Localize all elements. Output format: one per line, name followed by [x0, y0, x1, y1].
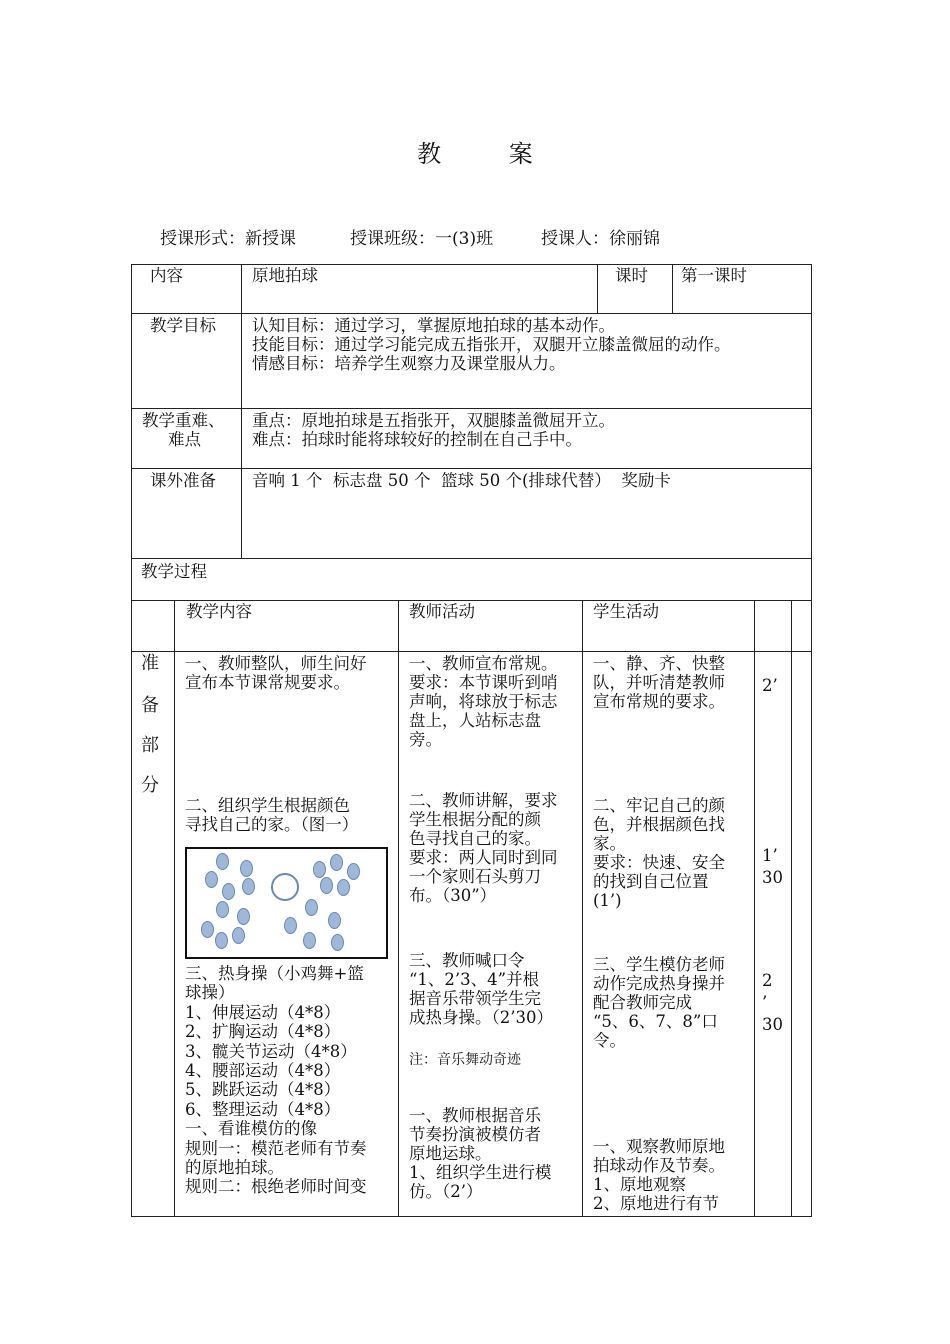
- student-marker: [240, 860, 253, 877]
- col-divider: [241, 264, 242, 559]
- student-marker: [303, 932, 316, 949]
- time-routine: 2’: [762, 676, 778, 695]
- row-divider: [131, 600, 812, 601]
- student-marker: [328, 912, 341, 929]
- prep-label: 课外准备: [150, 471, 216, 490]
- lesson-teacher: 授课人：徐丽锦: [541, 229, 660, 249]
- teacher-warmup: 三、教师喊口令 “1、2’3、4”并根 据音乐带领学生完 成热身操。（2’30）: [409, 951, 553, 1027]
- student-observe: 一、观察教师原地 拍球动作及节奏。 1、原地观察 2、原地进行有节: [593, 1137, 725, 1213]
- time-find-home: 1’ 30: [762, 846, 783, 887]
- student-find-home: 二、牢记自己的颜 色，并根据颜色找 家。 要求：快速、安全 的找到自己位置 (1’): [593, 796, 725, 910]
- table-border-right: [811, 264, 812, 1217]
- row-divider: [131, 408, 812, 409]
- center-circle: [271, 873, 299, 901]
- goal-cognitive: 认知目标：通过学习，掌握原地拍球的基本动作。: [252, 316, 615, 335]
- table-border-left: [131, 264, 132, 1217]
- col-divider: [398, 600, 399, 1217]
- section-char: 分: [141, 775, 159, 796]
- student-marker: [205, 871, 218, 888]
- table-border-bottom: [131, 1216, 812, 1217]
- col-divider: [582, 600, 583, 1217]
- student-marker: [216, 853, 229, 870]
- student-marker: [331, 934, 344, 951]
- lesson-class: 授课班级：一(3)班: [350, 229, 494, 249]
- page-title: 教 案: [417, 140, 563, 168]
- col-divider: [174, 600, 175, 1217]
- time-warmup: 2 ’ 30: [762, 971, 783, 1034]
- teacher-music-note: 注：音乐舞动奇迹: [409, 1052, 521, 1068]
- row-divider: [131, 468, 812, 469]
- teacher-imitate: 一、教师根据音乐 节奏扮演被模仿者 原地运球。 1、组织学生进行模 仿。（2’）: [409, 1106, 552, 1201]
- student-marker: [216, 901, 229, 918]
- prep-value: 音响 1 个 标志盘 50 个 篮球 50 个(排球代替） 奖励卡: [252, 471, 671, 490]
- student-marker: [242, 878, 255, 895]
- content-value: 原地拍球: [252, 266, 318, 285]
- section-char: 备: [141, 695, 159, 716]
- col-divider: [672, 264, 673, 314]
- student-marker: [313, 861, 326, 878]
- student-line-up: 一、静、齐、快整 队，并听清楚教师 宣布常规的要求。: [593, 654, 725, 711]
- row-divider: [131, 651, 812, 652]
- student-marker: [337, 879, 350, 896]
- header-teacher: 教师活动: [409, 602, 475, 621]
- content-find-home: 二、组织学生根据颜色 寻找自己的家。（图一）: [185, 796, 359, 834]
- lesson-form: 授课形式：新授课: [160, 229, 296, 249]
- student-marker: [305, 899, 318, 916]
- period-label: 课时: [615, 266, 648, 285]
- student-marker: [237, 908, 250, 925]
- student-marker: [222, 883, 235, 900]
- key-label-line2: 难点: [168, 430, 201, 449]
- teacher-routine: 一、教师宣布常规。 要求：本节课听到哨 声响，将球放于标志 盘上，人站标志盘 旁。: [409, 654, 558, 749]
- goal-emotion: 情感目标：培养学生观察力及课堂服从力。: [252, 354, 566, 373]
- student-marker: [284, 917, 297, 934]
- section-char: 准: [141, 653, 159, 674]
- student-warmup: 三、学生模仿老师 动作完成热身操并 配合教师完成 “5、6、7、8”口 令。: [593, 955, 725, 1050]
- student-marker: [320, 877, 333, 894]
- key-point: 重点：原地拍球是五指张开，双腿膝盖微屈开立。: [252, 411, 615, 430]
- goal-skill: 技能目标：通过学习能完成五指张开，双腿开立膝盖微屈的动作。: [252, 335, 731, 354]
- goals-label: 教学目标: [150, 316, 216, 335]
- student-marker: [215, 932, 228, 949]
- period-value: 第一课时: [681, 266, 747, 285]
- formation-diagram: [185, 847, 388, 959]
- teacher-explain: 二、教师讲解，要求 学生根据分配的颜 色寻找自己的家。 要求：两人同时到同 一个家则石头剪刀 布。（30”）: [409, 791, 558, 905]
- col-divider: [791, 600, 792, 1217]
- col-divider: [597, 264, 598, 314]
- process-label: 教学过程: [141, 562, 207, 581]
- student-marker: [347, 863, 360, 880]
- difficult-point: 难点：拍球时能将球较好的控制在自己手中。: [252, 430, 582, 449]
- student-marker: [232, 927, 245, 944]
- student-marker: [201, 921, 214, 938]
- section-char: 部: [141, 735, 159, 756]
- content-warmup: 三、热身操（小鸡舞+篮 球操） 1、伸展运动（4*8） 2、扩胸运动（4*8） 3、髋关节运动（4*8） 4、腰部运动（4*8） 5、跳跃运动（4*8） 6、整理运动（4*8） 一、看谁模仿的像 规则一：模范老师有节奏 的原地拍球。 规则二：根绝老师时间变: [185, 964, 367, 1197]
- col-divider: [754, 600, 755, 1217]
- key-label-line1: 教学重难、: [142, 411, 225, 430]
- student-marker: [330, 854, 343, 871]
- row-divider: [131, 558, 812, 559]
- header-student: 学生活动: [593, 602, 659, 621]
- content-label: 内容: [150, 266, 183, 285]
- row-divider: [131, 313, 812, 314]
- content-intro: 一、教师整队，师生问好 宣布本节课常规要求。: [185, 654, 367, 692]
- table-border-top: [131, 264, 812, 265]
- header-content: 教学内容: [186, 602, 252, 621]
